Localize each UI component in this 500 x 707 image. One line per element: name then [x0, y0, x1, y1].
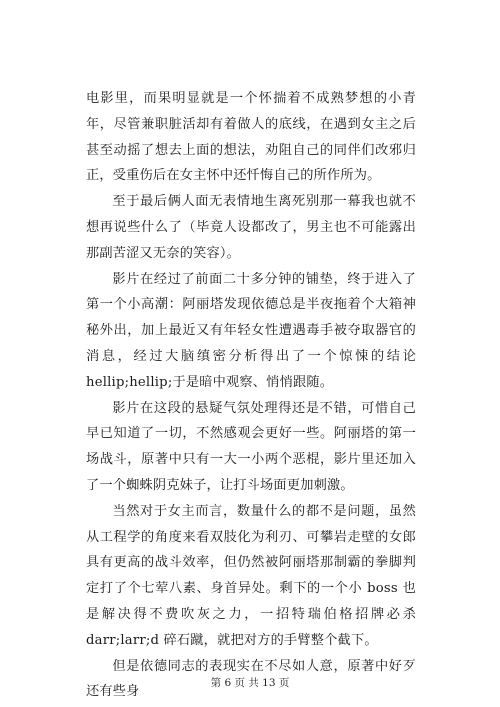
- paragraph: 至于最后俩人面无表情地生离死别那一幕我也就不想再说些什么了（毕竟人设都改了，男主也不可能露出那副苦涩又无奈的笑容）。: [86, 194, 416, 261]
- paragraph-continuation: 电影里，而果明显就是一个怀揣着不成熟梦想的小青年，尽管兼职脏活却有着做人的底线，在遇到女主之后甚至动摇了想去上面的想法，劝阻自己的同伴们改邪归正，受重伤后在女主怀中还忏悔自己的所作所为。: [86, 91, 416, 184]
- page-body: [86, 86, 416, 705]
- paragraph: 但是依德同志的表现实在不尽如人意，原著中好歹还有些身: [86, 658, 416, 700]
- paragraph: 影片在经过了前面二十多分钟的铺垫，终于进入了第一个小高潮：阿丽塔发现依德总是半夜拖着个大箱神秘外出，加上最近又有年轻女性遭遇毒手被夺取器官的消息，经过大脑缜密分析得出了一个惊悚的结论 hellip;hellip;于是暗中观察、悄悄跟随。: [86, 271, 416, 390]
- paragraph: 当然对于女主而言，数量什么的都不是问题，虽然从工程学的角度来看双肢化为利刃、可攀岩走壁的女郎具有更高的战斗效率，但仍然被阿丽塔那制霸的拳脚判定打了个七荤八素、身首异处。剩下的一个小 boss 也是解决得不费吹灰之力，一招特瑞伯格招牌必杀 darr;larr;d 碎石蹴，就把对方的手臂整个截下。: [86, 503, 416, 648]
- paragraph: 影片在这段的悬疑气氛处理得还是不错，可惜自己早已知道了一切，不然感观会更好一些。阿丽塔的第一场战斗，原著中只有一大一小两个恶棍，影片里还加入了一个蜘蛛阴克妹子，让打斗场面更加刺激。: [86, 400, 416, 493]
- page-footer: 第 6 页 共 13 页: [210, 677, 290, 689]
